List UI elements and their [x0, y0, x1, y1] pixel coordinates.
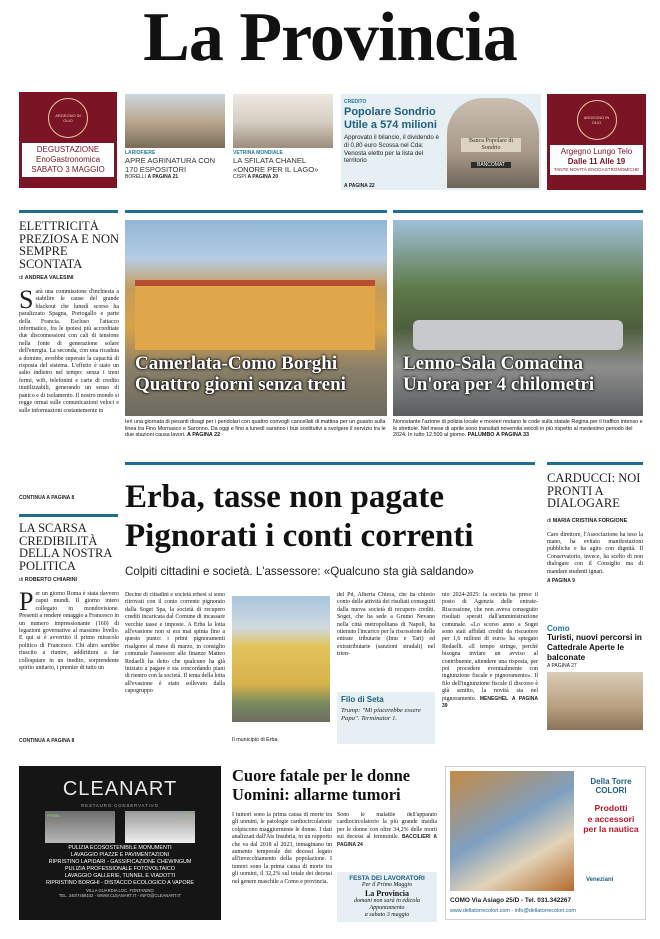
- editorial-politica[interactable]: LA SCARSA CREDIBILITÀ DELLA NOSTRA POLITICA di ROBERTO CHIARINI Per un giorno Roma è stata davvero caput mundi. Il giorno intero collegato in mondovisione. Presenti a rendere omaggio a Francesco in un numero impressionante (160) di legazioni governative al massimo livello. E qui si è avvertito il primo miracolo politico di Francesco. Chi altro sarebbe riuscito a riunire, addirittura a far colloquiare in un inedito, sorprendente spirito unitario, i premier di tutto un: [19, 522, 119, 672]
- photo-camerlata[interactable]: [125, 220, 387, 416]
- ad-degustazione[interactable]: [19, 92, 117, 188]
- teaser-agrinatura[interactable]: LARIOFIERE APRE AGRINATURA CON 170 ESPOSITORI BORELLI A PAGINA 21: [125, 150, 216, 180]
- dellatorre-claim: Prodotti e accessori per la nautica: [583, 803, 639, 834]
- photo-title: Lenno-Sala Comacina Un'ora per 4 chilometri: [403, 353, 595, 395]
- lead-col4: nio 2024-2025: la società ha preso il posto di Agenzia delle entrate-Riscossione, che non aveva conseguito risultati sperati dall'amministrazione comunale. «Lo scorso anno a Soget sono stati affidati crediti da riscuotere per 1,6 milioni di euro» ha spiegato Redaelli. «Il tempo stringe, perché bisogna inviare un avviso al contribuente, attendere una risposta, per poi procedere eventualmente con ingiunzione fiscale e pignoramento». Il filo dell'ingiunzione fiscale il discorso è già sentito, la novità sta nel pignoramento. MENEGHEL A PAGINA 39: [442, 592, 538, 710]
- teaser-photo-chanel: [233, 94, 333, 148]
- credito-title: Popolare Sondrio Utile a 574 milioni: [344, 106, 437, 131]
- section-rule: [393, 210, 643, 213]
- ad-box: Argegno Lungo Telo Dalle 11 Alle 19 TANTE NOVITÀ ENOGASTRONOMICHE: [550, 145, 643, 175]
- cuore-col2: Sono le malattie dell'apparato cardiocircolatorio la più grande insidia per le donne con oltre 34,2% delle morti sui decessi al femminile. BACCILIERI A PAGINA 24: [337, 812, 437, 848]
- credito-box[interactable]: CREDITO Popolare Sondrio Utile a 574 milioni Approvato il bilancio, il dividendo è di 0,80 euro Scossa nel Cda: Venosta eletto per la lista del territorio A PAGINA 22 Banca Popolare di Sondrio BANCOMAT: [341, 94, 541, 190]
- ad-box: DEGUSTAZIONE EnoGastronomica SABATO 3 MAGGIO: [22, 143, 114, 177]
- section-rule: [19, 210, 118, 213]
- section-rule: [19, 514, 118, 517]
- credito-text: Approvato il bilancio, il dividendo è di 0,80 euro Scossa nel Cda: Venosta eletto per la lista del territorio: [344, 134, 439, 165]
- cuore-col1: I tumori sono la prima causa di morte tra gli uomini, le patologie cardiocircolatorie colpiscono maggiormente le donne. I dati analizzati dall'Ats Insubria, in un rapporto che va dal 2018 al 2023, inmaginano un aumento temporale dei decessi legato all'invecchiamento della popolazione. I tumori sono la prima causa di morte tra gli uomini, il 32,2% sul totale dei decessi nel genere maschile a Como e provincia.: [232, 812, 332, 885]
- editorial-body: arà una commissione d'inchiesta a stabilire le cause del grande blackout che lunedì scorso ha paralizzato Spagna, Portogallo e parte della Francia. Escluso l'attacco informatico, fra le ipotesi più accreditate due disconnessioni con cali di tensione nella fonte di generazione solare dell'energia. La seconda, con una ricaduta a domino, avrebbe superato la capacità di risposta del sistema. L'effetto è stato un salto indietro nel tempo: senza i treni fermi, wifi, telefonini e carte di credito inutilizzabili, generando un senso di panico e di isolamento. Il nostro mondo si regge ormai sulle comunicazioni veloci e sulle informazioni costantemente in: [19, 289, 119, 414]
- lead-photo-caption: Il municipio di Erba: [232, 737, 278, 743]
- section-rule: [547, 462, 643, 465]
- teaser-photo-agrinatura: [125, 94, 225, 148]
- filo-di-seta[interactable]: Filo di Seta Trump: "Mi piacerebbe essere Papa". Terminator 1.: [337, 692, 435, 744]
- ad-argegno[interactable]: [547, 94, 646, 190]
- lead-subtitle: Colpiti cittadini e società. L'assessore: «Qualcuno sta già saldando»: [125, 565, 474, 578]
- lead-col3: del Pd, Alberta Chiesa, che ha chiesto conto delle attività dei risultati conseguiti dalla nuova società di recupero crediti. Soget, che ha sede a Grumo Nevano nella città metropolitana di Napoli, ha ottenuto l'incarico per la riscossione delle entrate tributarie (Imu e Tari) ed extratributarie (sanzioni stradali) nel trien-: [337, 592, 435, 658]
- cuore-title[interactable]: Cuore fatale per le donne Uomini: allarme tumori: [232, 766, 411, 804]
- ad-logo-seal: ARGEGNO IN OLIO: [48, 98, 88, 138]
- credito-photo-bank: Banca Popolare di Sondrio BANCOMAT: [447, 98, 539, 188]
- lead-col1: Decine di cittadini e società erbesi si sono ritrovati con il conto corrente pignorato dalla Soget Spa, la società di recupero crediti incaricata dal Comune di incassare vecchie tasse e imposte. A Erba la lotta all'evasione non si era mai spinta fino a questo punto: i primi pignoramenti risalgono al mese di marzo, in consiglio comunale l'assessore alle finanze Matteo Redaelli ha detto che qualcuno ha già iniziato a pagare e sta concordando piani di rientro con la società. Il tema della lotta all'evasione è stato sollevato dalla capogruppo: [125, 592, 225, 695]
- lead-photo-municipio: [232, 596, 330, 722]
- editorial-carducci[interactable]: CARDUCCI: NOI PRONTI A DIALOGARE di MARIA CRISTINA FORGIONE Caro direttore, l'Associazione ha teso la mano, ha evitato manifestazioni pubbliche e ha agito con dignità. Il Conservatorio, invece, ha scelto di non dialogare con il Consiglio ma di mandare studenti ignari. A PAGINA 9: [547, 472, 643, 584]
- ad-logo-seal: ARGEGNO IN OLIO: [577, 100, 617, 140]
- car-queue: [413, 320, 623, 350]
- nautical-photo: [450, 771, 574, 891]
- editorial-title: LA SCARSA CREDIBILITÀ DELLA NOSTRA POLITICA: [19, 522, 112, 573]
- editorial-elettricita[interactable]: ELETTRICITÀ PREZIOSA E NON SEMPRE SCONTATA di ANDREA VALESINI Sarà una commissione d'inchiesta a stabilire le cause del grande blackout che lunedì scorso ha paralizzato Spagna, Portogallo e parte della Francia. Escluso l'attacco informatico, fra le ipotesi più accreditate due disconnessioni con cali di tensione nella fonte di generazione solare dell'energia. La seconda, con una ricaduta a domino, avrebbe superato la capacità di risposta del sistema. L'effetto è stato un salto indietro nel tempo: senza i treni fermi, wifi, telefonini e carte di credito inutilizzabili, generando un senso di panico e di isolamento. Il nostro mondo si regge ormai sulle comunicazioni veloci e sulle informazioni costantemente in: [19, 220, 119, 414]
- lead-title[interactable]: Erba, tasse non pagate Pignorati i conti correnti: [125, 479, 474, 554]
- ad-cleanart[interactable]: CLEANART RESTAURO CONSERVATIVO PRIMA DOPO PULIZIA ECOSOSTENIBILE MONUMENTI LAVAGGIO PIAZZE E PAVIMENTAZIONI RIPRISTINO LAPIDARI - GASSIFICAZIONE CHEWINGUM PULIZIA PROFESSIONALE FOTOVOLTAICO LAVAGGIO GALLERIE, TUNNEL E VIADOTTI RIPRISTINO BORGHI - DISTACCO ECOLOGICO A VAPORE VILLA GUARDIA LOC. FONTANINO TEL. 340/7468102 - WWW.CLEANART.IT - INFO@CLEANART.IT: [19, 766, 221, 920]
- ad-dellatorre[interactable]: Della Torre COLORI Prodotti e accessori per la nautica Veneziani COMO Via Asiago 25/D - Tel. 031.342267 www.dellatorrecolori.com - info@dellatorrecolori.com: [445, 766, 646, 920]
- teaser-chanel[interactable]: VETRINA MONDIALE LA SFILATA CHANEL «ONORE PER IL LAGO» CISPI A PAGINA 20: [233, 150, 319, 180]
- editorial-body: Caro direttore, l'Associazione ha teso la mano, ha evitato manifestazioni pubbliche e ha agito con dignità. Il Conservatorio, invece, ha scelto di non dialogare con il Consiglio ma di mandare studenti ignari.: [547, 531, 643, 575]
- photo-lenno[interactable]: [393, 220, 643, 416]
- station-building: [135, 280, 375, 350]
- festa-box[interactable]: FESTA DEI LAVORATORI Per il Primo Maggio La Provincia domani non sarà in edicola Appuntamento a sabato 3 maggio: [337, 872, 437, 922]
- como-box[interactable]: Como Turisti, nuovi percorsi in Cattedrale Aperte le balconate A PAGINA 27: [547, 624, 643, 748]
- section-rule: [125, 462, 535, 465]
- continue-link[interactable]: CONTINUA A PAGINA 8: [19, 738, 75, 744]
- dellatorre-logo: Della Torre COLORI: [590, 777, 632, 795]
- statue-photos: PRIMA DOPO: [45, 811, 195, 843]
- editorial-title: ELETTRICITÀ PREZIOSA E NON SEMPRE SCONTATA: [19, 220, 119, 271]
- editorial-author: MARIA CRISTINA FORGIONE: [552, 517, 628, 524]
- section-rule: [125, 210, 387, 213]
- editorial-author: ROBERTO CHIARINI: [24, 577, 78, 583]
- masthead-title: La Provincia: [143, 2, 517, 74]
- photo-caption: Nonostante l'azione di polizia locale e movieri restano le code sulla statale Regina per il traffico intenso e le strettoie. Nel mese di aprile sono transitati novemila veicoli in più rispetto al medesimo periodo del 2024. In tutto 12.500 al giorno. PALUMBO A PAGINA 33: [393, 419, 643, 439]
- cattedrale-photo: [547, 672, 643, 730]
- photo-title: Camerlata-Como Borghi Quattro giorni senza treni: [135, 353, 346, 395]
- editorial-body: er un giorno Roma è stata davvero caput mundi. Il giorno intero collegato in mondovisione. Presenti a rendere omaggio a Francesco in un numero impressionante (160) di legazioni governative al massimo livello. E qui si è avvertito il primo miracolo politico di Francesco. Chi altro sarebbe riuscito a riunire, addirittura a far colloquiare in un inedito, sorprendente spirito unitario, i premier di tutto un: [19, 591, 119, 672]
- editorial-title: CARDUCCI: NOI PRONTI A DIALOGARE: [547, 472, 641, 510]
- editorial-author: ANDREA VALESINI: [24, 275, 74, 281]
- cleanart-services: PULIZIA ECOSOSTENIBILE MONUMENTI LAVAGGIO PIAZZE E PAVIMENTAZIONI RIPRISTINO LAPIDARI - GASSIFICAZIONE CHEWINGUM PULIZIA PROFESSIONALE FOTOVOLTAICO LAVAGGIO GALLERIE, TUNNEL E VIADOTTI RIPRISTINO BORGHI - DISTACCO ECOLOGICO A VAPORE: [45, 845, 195, 886]
- continue-link[interactable]: CONTINUA A PAGINA 8: [19, 495, 75, 501]
- photo-caption: Ieri una giornata di pesanti disagi per i pendolari con quattro convogli cancellati di mattina per un guasto sulla linea tra Fino Mornasco e Saronno. Da oggi e fino a lunedì saranno i bus sostitutivi a svolgere il servizio tra le due stazioni causa lavori. A PAGINA 22: [125, 419, 386, 439]
